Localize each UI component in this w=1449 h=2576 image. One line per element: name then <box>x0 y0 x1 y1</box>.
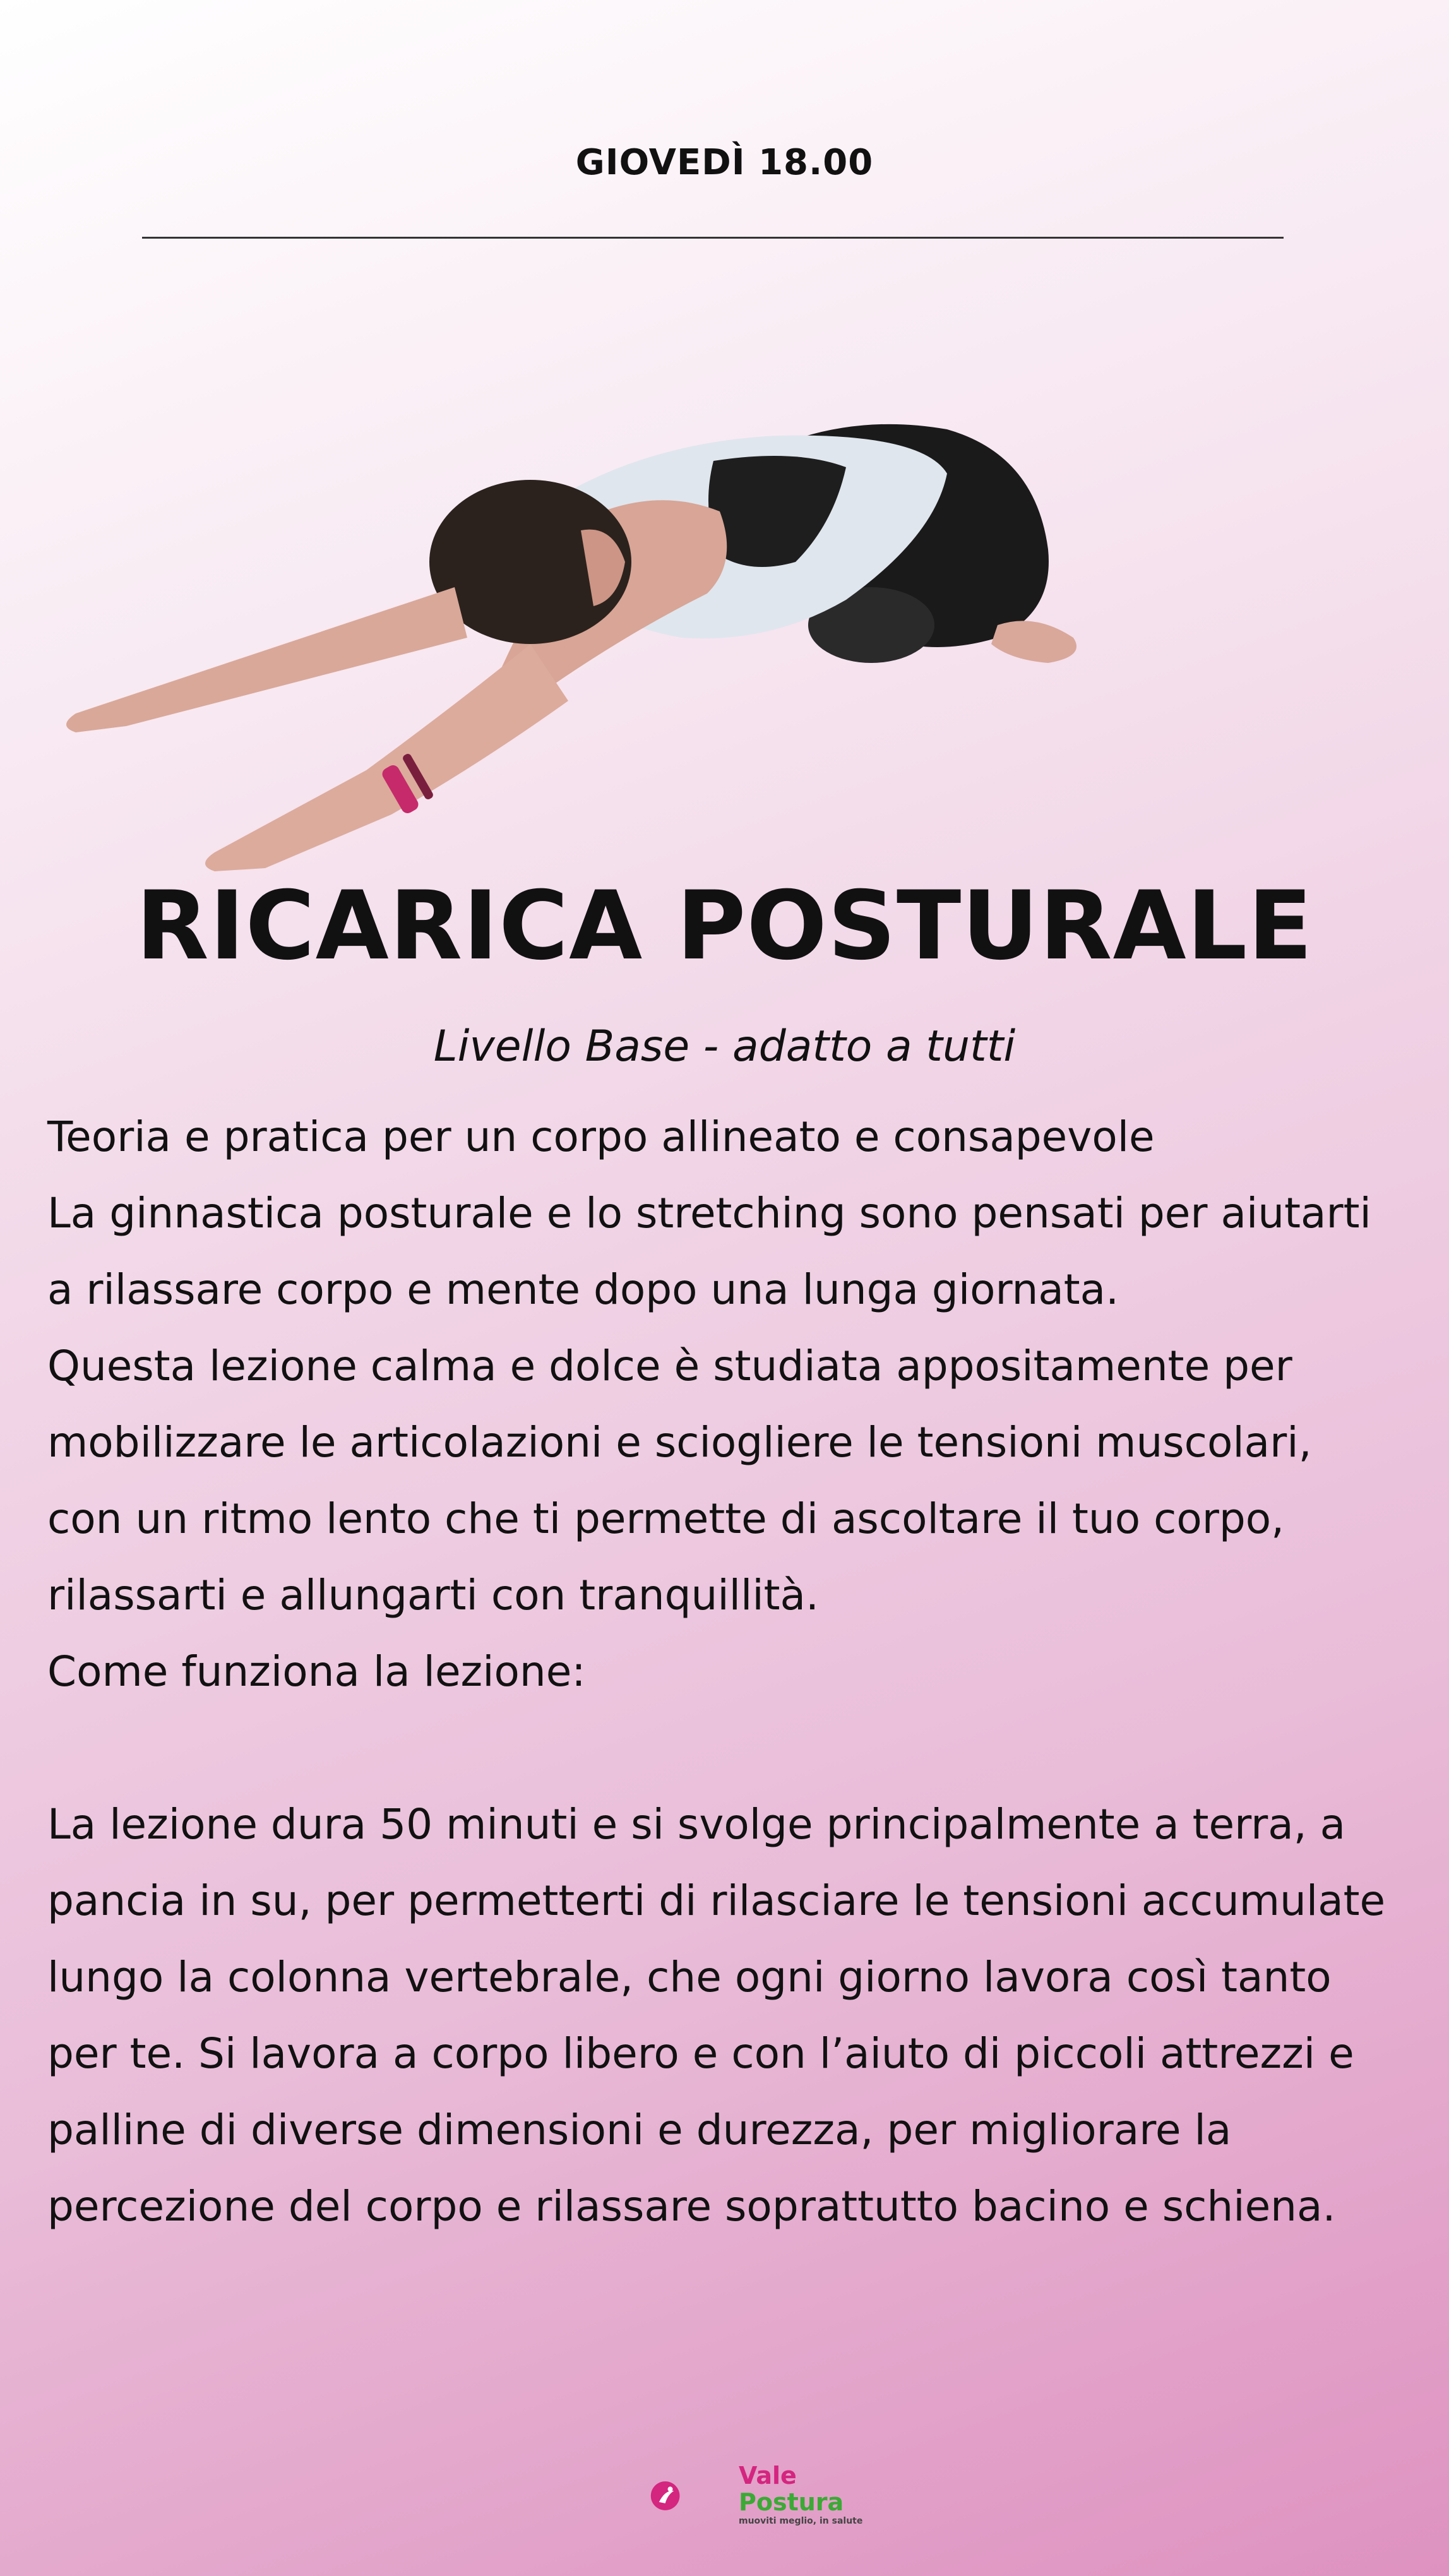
description-line: rilassarti e allungarti con tranquillità. <box>47 1571 819 1619</box>
class-description <box>47 1099 1424 2245</box>
header-divider <box>142 237 1284 239</box>
class-level: Livello Base - adatto a tutti <box>433 1022 1016 1071</box>
description-line: con un ritmo lento che ti permette di ascoltare il tuo corpo, <box>47 1494 1285 1543</box>
description-line: percezione del corpo e rilassare soprattutto bacino e schiena. <box>47 2182 1336 2231</box>
logo-tagline: muoviti meglio, in salute <box>739 2516 863 2526</box>
class-title: RICARICA POSTURALE <box>136 871 1313 981</box>
brand-logo-text <box>739 2462 862 2527</box>
description-line: mobilizzare le articolazioni e sciogliere le tensioni muscolari, <box>47 1418 1312 1467</box>
logo-line-2: Postura <box>739 2488 844 2516</box>
vale-postura-logo-icon <box>650 2455 732 2537</box>
description-line: Teoria e pratica per un corpo allineato e consapevole <box>47 1112 1155 1161</box>
yoga-pose-photo <box>51 373 1237 878</box>
description-line: pancia in su, per permetterti di rilasciare le tensioni accumulate <box>47 1876 1386 1925</box>
description-line: lungo la colonna vertebrale, che ogni giorno lavora così tanto <box>47 1953 1332 2001</box>
description-line: per te. Si lavora a corpo libero e con l’aiuto di piccoli attrezzi e <box>47 2029 1354 2078</box>
description-line: palline di diverse dimensioni e durezza, per migliorare la <box>47 2106 1232 2154</box>
logo-line-1: Vale <box>739 2462 797 2490</box>
description-line: La lezione dura 50 minuti e si svolge principalmente a terra, a <box>47 1800 1346 1849</box>
day-time-heading: GIOVEDÌ 18.00 <box>575 142 874 183</box>
description-line: a rilassare corpo e mente dopo una lunga giornata. <box>47 1265 1119 1314</box>
paragraph-gap <box>47 1710 1424 1786</box>
description-line: Come funziona la lezione: <box>47 1647 586 1696</box>
description-line: Questa lezione calma e dolce è studiata appositamente per <box>47 1342 1292 1390</box>
description-line: La ginnastica posturale e lo stretching sono pensati per aiutarti <box>47 1189 1371 1237</box>
